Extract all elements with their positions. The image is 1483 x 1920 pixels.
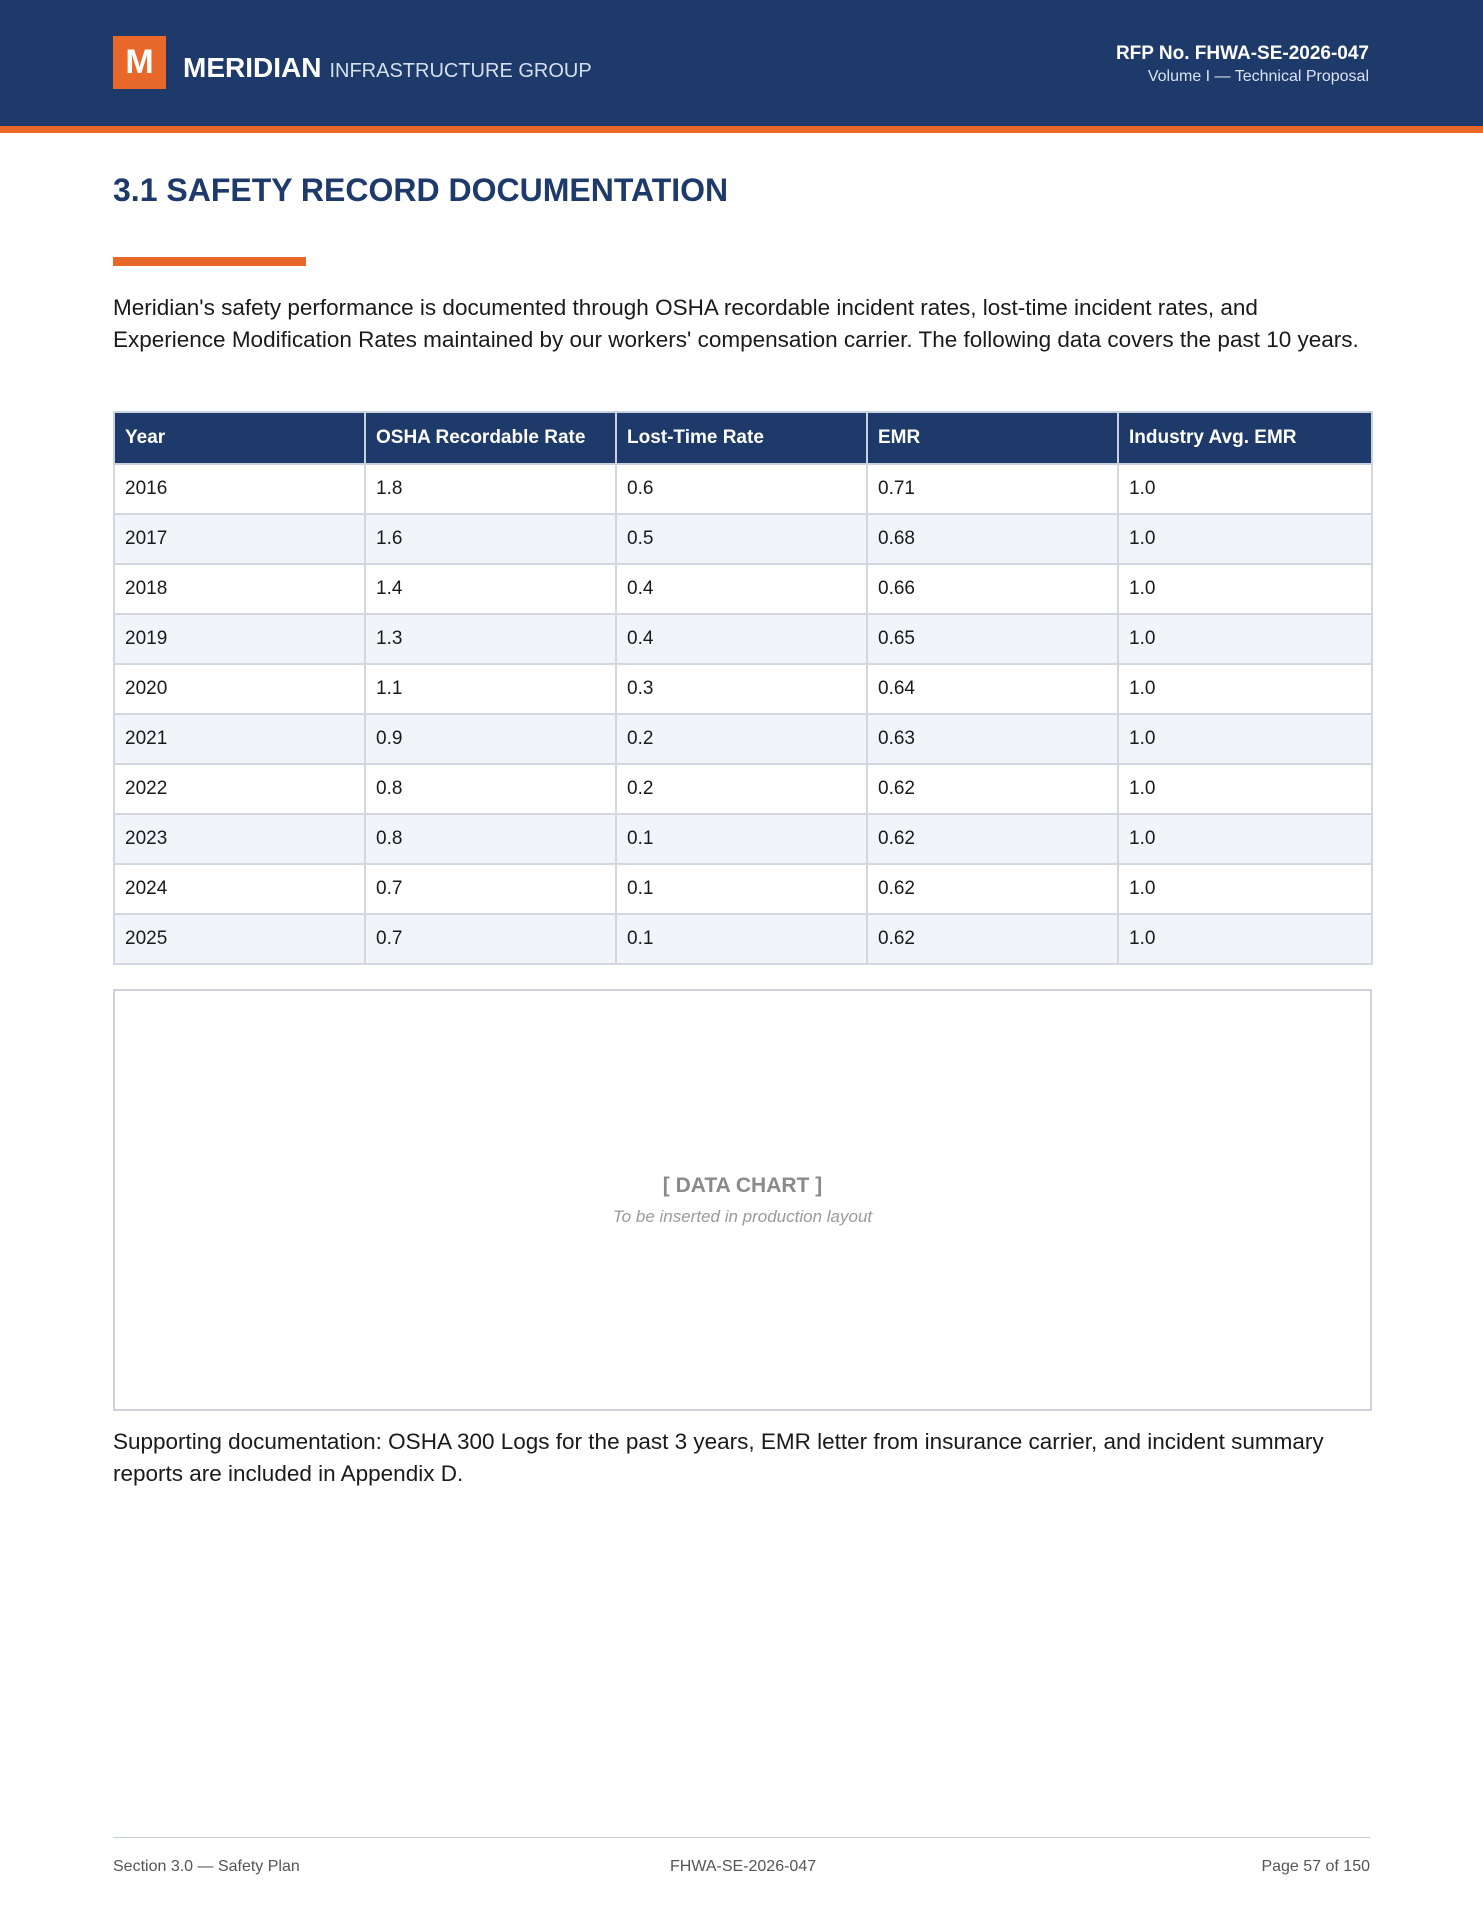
table-cell: 0.5 (616, 514, 867, 564)
table-cell: 0.1 (616, 914, 867, 964)
chart-placeholder (113, 989, 1372, 1411)
table-cell: 0.62 (867, 914, 1118, 964)
footer-document-id: FHWA-SE-2026-047 (670, 1858, 817, 1875)
footer-page-number: Page 57 of 150 (1261, 1858, 1370, 1875)
page-header (0, 0, 1483, 126)
table-cell: 0.9 (365, 714, 616, 764)
table-cell: 2019 (114, 614, 365, 664)
column-header-industry-emr: Industry Avg. EMR (1118, 412, 1372, 464)
table-cell: 0.71 (867, 464, 1118, 514)
table-cell: 2017 (114, 514, 365, 564)
table-row (114, 614, 1372, 664)
footer-section-label: Section 3.0 — Safety Plan (113, 1858, 300, 1875)
rfp-number: RFP No. FHWA-SE-2026-047 (1115, 43, 1369, 64)
table-cell: 2023 (114, 814, 365, 864)
table-cell: 2024 (114, 864, 365, 914)
table-cell: 0.6 (616, 464, 867, 514)
section-title: 3.1 SAFETY RECORD DOCUMENTATION (113, 172, 729, 208)
brand-subtitle: INFRASTRUCTURE GROUP (329, 60, 592, 82)
table-cell: 0.2 (616, 714, 867, 764)
table-cell: 2016 (114, 464, 365, 514)
table-cell: 1.0 (1118, 464, 1372, 514)
table-cell: 0.1 (616, 864, 867, 914)
table-row (114, 914, 1372, 964)
table-cell: 0.4 (616, 564, 867, 614)
column-header-emr: EMR (867, 412, 1118, 464)
safety-record-table (113, 411, 1373, 965)
table-cell: 1.0 (1118, 564, 1372, 614)
table-cell: 1.0 (1118, 664, 1372, 714)
table-row (114, 564, 1372, 614)
table-cell: 1.0 (1118, 814, 1372, 864)
table-cell: 0.64 (867, 664, 1118, 714)
column-header-osha-rate: OSHA Recordable Rate (365, 412, 616, 464)
table-cell: 0.7 (365, 864, 616, 914)
table-cell: 1.0 (1118, 764, 1372, 814)
title-underline (113, 257, 306, 266)
table-cell: 1.0 (1118, 514, 1372, 564)
table-cell: 2021 (114, 714, 365, 764)
table-cell: 0.63 (867, 714, 1118, 764)
table-row (114, 464, 1372, 514)
table-cell: 1.0 (1118, 864, 1372, 914)
table-cell: 1.4 (365, 564, 616, 614)
chart-placeholder-label: [ DATA CHART ] (662, 1174, 823, 1197)
table-row (114, 514, 1372, 564)
table-cell: 0.7 (365, 914, 616, 964)
table-cell: 0.2 (616, 764, 867, 814)
table-cell: 0.65 (867, 614, 1118, 664)
table-cell: 0.62 (867, 814, 1118, 864)
table-cell: 0.62 (867, 864, 1118, 914)
volume-label: Volume I — Technical Proposal (1147, 68, 1369, 85)
table-cell: 0.4 (616, 614, 867, 664)
table-cell: 1.6 (365, 514, 616, 564)
table-cell: 0.66 (867, 564, 1118, 614)
table-cell: 0.3 (616, 664, 867, 714)
table-cell: 2025 (114, 914, 365, 964)
table-cell: 1.1 (365, 664, 616, 714)
chart-placeholder-note: To be inserted in production layout (612, 1207, 873, 1226)
table-cell: 2020 (114, 664, 365, 714)
table-cell: 1.3 (365, 614, 616, 664)
table-cell: 1.8 (365, 464, 616, 514)
table-cell: 1.0 (1118, 714, 1372, 764)
table-cell: 2022 (114, 764, 365, 814)
brand-name: MERIDIAN (183, 52, 322, 83)
table-cell: 0.62 (867, 764, 1118, 814)
column-header-year: Year (114, 412, 365, 464)
header-accent-stripe (0, 126, 1483, 133)
table-cell: 1.0 (1118, 614, 1372, 664)
table-header-row (114, 412, 1372, 464)
table-row (114, 664, 1372, 714)
meridian-logo-icon: M (113, 36, 166, 89)
table-row (114, 814, 1372, 864)
rfp-info (1116, 42, 1369, 88)
table-cell: 0.1 (616, 814, 867, 864)
brand-wordmark (183, 48, 592, 88)
footer-divider (113, 1837, 1370, 1838)
table-cell: 2018 (114, 564, 365, 614)
intro-paragraph: Meridian's safety performance is documented through OSHA recordable incident rates, lost-time incident rates, and Experience Modification Rates maintained by our workers' compensation carrier. The following data covers the past 10 years. (113, 295, 1359, 352)
table-row (114, 714, 1372, 764)
table-cell: 1.0 (1118, 914, 1372, 964)
supporting-documentation-paragraph: Supporting documentation: OSHA 300 Logs for the past 3 years, EMR letter from insurance carrier, and incident summary reports are included in Appendix D. (113, 1429, 1324, 1486)
table-cell: 0.8 (365, 814, 616, 864)
column-header-lost-time-rate: Lost-Time Rate (616, 412, 867, 464)
table-cell: 0.68 (867, 514, 1118, 564)
table-cell: 0.8 (365, 764, 616, 814)
table-row (114, 864, 1372, 914)
table-row (114, 764, 1372, 814)
